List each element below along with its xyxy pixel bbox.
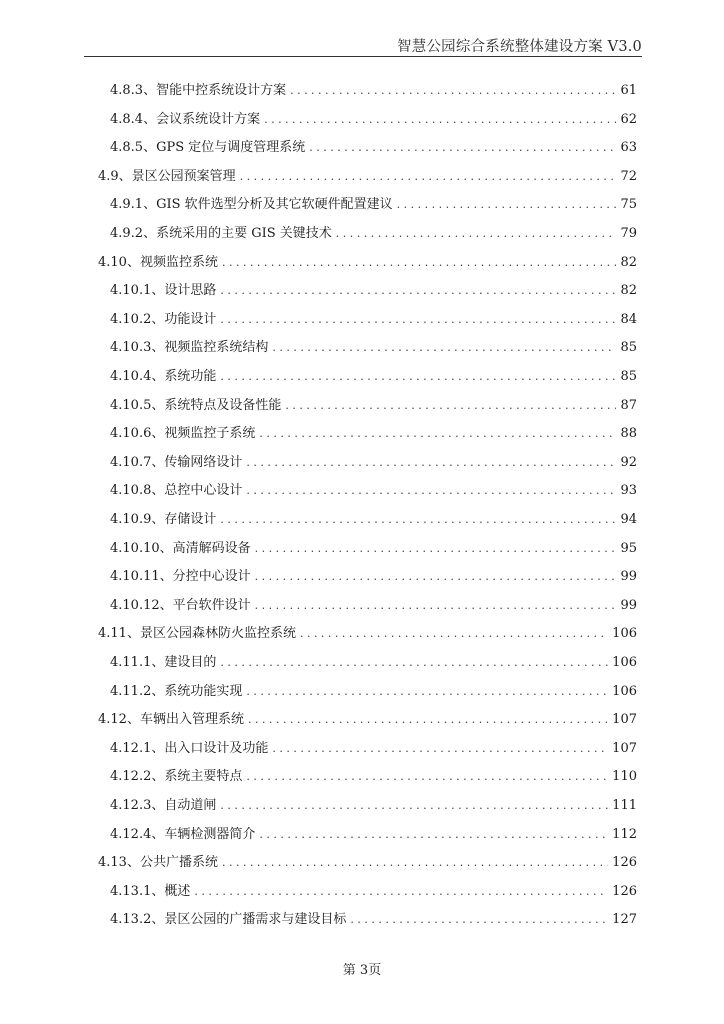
toc-entry-page-number: 99 [620, 597, 637, 613]
toc-entry[interactable] [110, 311, 637, 329]
toc-entry[interactable] [110, 111, 637, 129]
toc-dot-leader [285, 397, 616, 415]
toc-entry-title: 4.12、车辆出入管理系统 [98, 712, 244, 728]
toc-entry-title: 4.11、景区公园森林防火监控系统 [98, 626, 296, 642]
toc-entry-title: 4.12.3、自动道闸 [110, 798, 217, 813]
toc-entry[interactable] [110, 654, 637, 672]
toc-dot-leader [255, 597, 617, 615]
toc-entry[interactable] [110, 139, 637, 157]
toc-entry-page-number: 106 [612, 655, 637, 670]
toc-entry-page-number: 107 [612, 712, 637, 728]
toc-dot-leader [222, 854, 608, 872]
toc-entry[interactable] [98, 168, 637, 186]
toc-entry-title: 4.12.1、出入口设计及功能 [110, 740, 269, 756]
toc-entry-page-number: 82 [620, 254, 637, 270]
toc-entry-title: 4.10.9、存储设计 [110, 512, 217, 527]
toc-dot-leader [259, 425, 616, 443]
toc-entry[interactable] [110, 511, 637, 529]
toc-entry-page-number: 99 [620, 569, 637, 585]
toc-entry[interactable] [110, 683, 637, 701]
toc-entry-page-number: 106 [612, 626, 637, 642]
toc-dot-leader [290, 82, 616, 100]
toc-entry[interactable] [110, 797, 637, 815]
toc-dot-leader [240, 168, 617, 186]
toc-entry-title: 4.9、景区公园预案管理 [98, 168, 236, 184]
toc-entry[interactable] [110, 368, 637, 386]
toc-entry[interactable] [110, 397, 637, 415]
toc-entry[interactable] [110, 883, 637, 901]
toc-entry-title: 4.9.1、GIS 软件选型分析及其它软硬件配置建议 [110, 197, 393, 213]
toc-entry-title: 4.10.11、分控中心设计 [110, 569, 251, 585]
toc-dot-leader [350, 911, 608, 929]
toc-entry[interactable] [110, 540, 637, 558]
toc-entry-page-number: 106 [612, 683, 637, 699]
toc-entry-title: 4.9.2、系统采用的主要 GIS 关键技术 [110, 226, 332, 241]
toc-entry-page-number: 62 [620, 111, 637, 127]
toc-dot-leader [397, 196, 617, 214]
toc-entry-page-number: 84 [620, 311, 637, 327]
toc-entry-page-number: 63 [620, 140, 637, 156]
toc-entry-page-number: 127 [612, 912, 637, 928]
toc-entry-page-number: 94 [620, 512, 637, 527]
toc-entry[interactable] [110, 225, 637, 243]
toc-dot-leader [220, 311, 616, 329]
toc-entry-title: 4.8.3、智能中控系统设计方案 [110, 83, 287, 98]
toc-entry-title: 4.8.4、会议系统设计方案 [110, 111, 261, 127]
toc-entry[interactable] [110, 339, 637, 357]
toc-dot-leader [309, 139, 616, 157]
toc-dot-leader [246, 482, 616, 500]
toc-entry[interactable] [98, 625, 637, 643]
toc-entry-page-number: 72 [620, 168, 637, 184]
toc-entry-page-number: 87 [620, 397, 637, 413]
toc-entry[interactable] [110, 282, 637, 300]
toc-entry-title: 4.10.7、传输网络设计 [110, 454, 243, 470]
toc-entry-title: 4.13、公共广播系统 [98, 855, 218, 871]
page-header-title: 智慧公园综合系统整体建设方案 V3.0 [397, 39, 642, 55]
toc-entry-page-number: 93 [620, 483, 637, 499]
toc-dot-leader [246, 454, 616, 472]
toc-entry-title: 4.13.2、景区公园的广播需求与建设目标 [110, 912, 347, 928]
toc-entry-page-number: 88 [620, 426, 637, 442]
toc-dot-leader [248, 711, 608, 729]
toc-dot-leader [220, 654, 608, 672]
toc-entry[interactable] [110, 196, 637, 214]
toc-entry[interactable] [110, 568, 637, 586]
toc-entry-title: 4.10.10、高清解码设备 [110, 540, 251, 556]
toc-dot-leader [255, 540, 617, 558]
toc-entry-page-number: 126 [612, 855, 637, 871]
toc-dot-leader [264, 111, 616, 129]
toc-dot-leader [272, 339, 616, 357]
toc-entry-page-number: 126 [612, 883, 637, 899]
toc-dot-leader [220, 282, 616, 300]
toc-entry-page-number: 61 [620, 83, 637, 98]
toc-dot-leader [220, 368, 616, 386]
toc-dot-leader [300, 625, 608, 643]
toc-entry-title: 4.12.4、车辆检测器简介 [110, 826, 256, 842]
toc-dot-leader [336, 225, 617, 243]
toc-entry-title: 4.10.2、功能设计 [110, 311, 217, 327]
toc-entry-page-number: 85 [620, 369, 637, 384]
toc-entry[interactable] [98, 711, 637, 729]
header-rule [84, 56, 642, 57]
toc-entry-page-number: 111 [612, 798, 637, 813]
toc-dot-leader [246, 683, 608, 701]
toc-dot-leader [255, 568, 617, 586]
toc-entry-page-number: 82 [620, 283, 637, 299]
toc-dot-leader [220, 511, 616, 529]
toc-entry-title: 4.10.8、总控中心设计 [110, 483, 243, 499]
toc-entry-page-number: 79 [620, 226, 637, 241]
toc-entry[interactable] [110, 740, 637, 758]
toc-entry[interactable] [110, 826, 637, 844]
toc-entry-title: 4.10.5、系统特点及设备性能 [110, 397, 282, 413]
toc-dot-leader [194, 883, 608, 901]
toc-entry-page-number: 85 [620, 340, 637, 356]
toc-entry-page-number: 110 [612, 769, 637, 785]
toc-entry-title: 4.11.1、建设目的 [110, 655, 217, 670]
page-number-footer: 第 3页 [342, 963, 382, 978]
toc-entry-title: 4.10.3、视频监控系统结构 [110, 340, 269, 356]
toc-entry-title: 4.8.5、GPS 定位与调度管理系统 [110, 140, 306, 156]
toc-entry[interactable] [110, 768, 637, 786]
toc-dot-leader [272, 740, 608, 758]
toc-dot-leader [220, 797, 608, 815]
toc-entry[interactable] [98, 254, 637, 272]
toc-entry-page-number: 107 [612, 740, 637, 756]
toc-entry[interactable] [110, 482, 637, 500]
toc-entry-title: 4.10.1、设计思路 [110, 283, 217, 299]
toc-entry[interactable] [110, 425, 637, 443]
toc-entry-page-number: 92 [620, 454, 637, 470]
toc-entry-page-number: 95 [620, 540, 637, 556]
toc-entry-page-number: 75 [620, 197, 637, 213]
toc-dot-leader [259, 826, 608, 844]
toc-entry[interactable] [110, 597, 637, 615]
toc-entry[interactable] [110, 82, 637, 100]
toc-entry[interactable] [98, 854, 637, 872]
toc-dot-leader [222, 254, 617, 272]
toc-entry-title: 4.12.2、系统主要特点 [110, 769, 243, 785]
toc-entry[interactable] [110, 911, 637, 929]
toc-dot-leader [246, 768, 608, 786]
toc-entry-title: 4.10.6、视频监控子系统 [110, 426, 256, 442]
toc-entry-title: 4.13.1、概述 [110, 883, 191, 899]
toc-entry-title: 4.10、视频监控系统 [98, 254, 218, 270]
toc-entry-title: 4.10.12、平台软件设计 [110, 597, 251, 613]
toc-entry-page-number: 112 [612, 826, 637, 842]
toc-entry-title: 4.10.4、系统功能 [110, 369, 217, 384]
toc-entry-title: 4.11.2、系统功能实现 [110, 683, 243, 699]
toc-entry[interactable] [110, 454, 637, 472]
